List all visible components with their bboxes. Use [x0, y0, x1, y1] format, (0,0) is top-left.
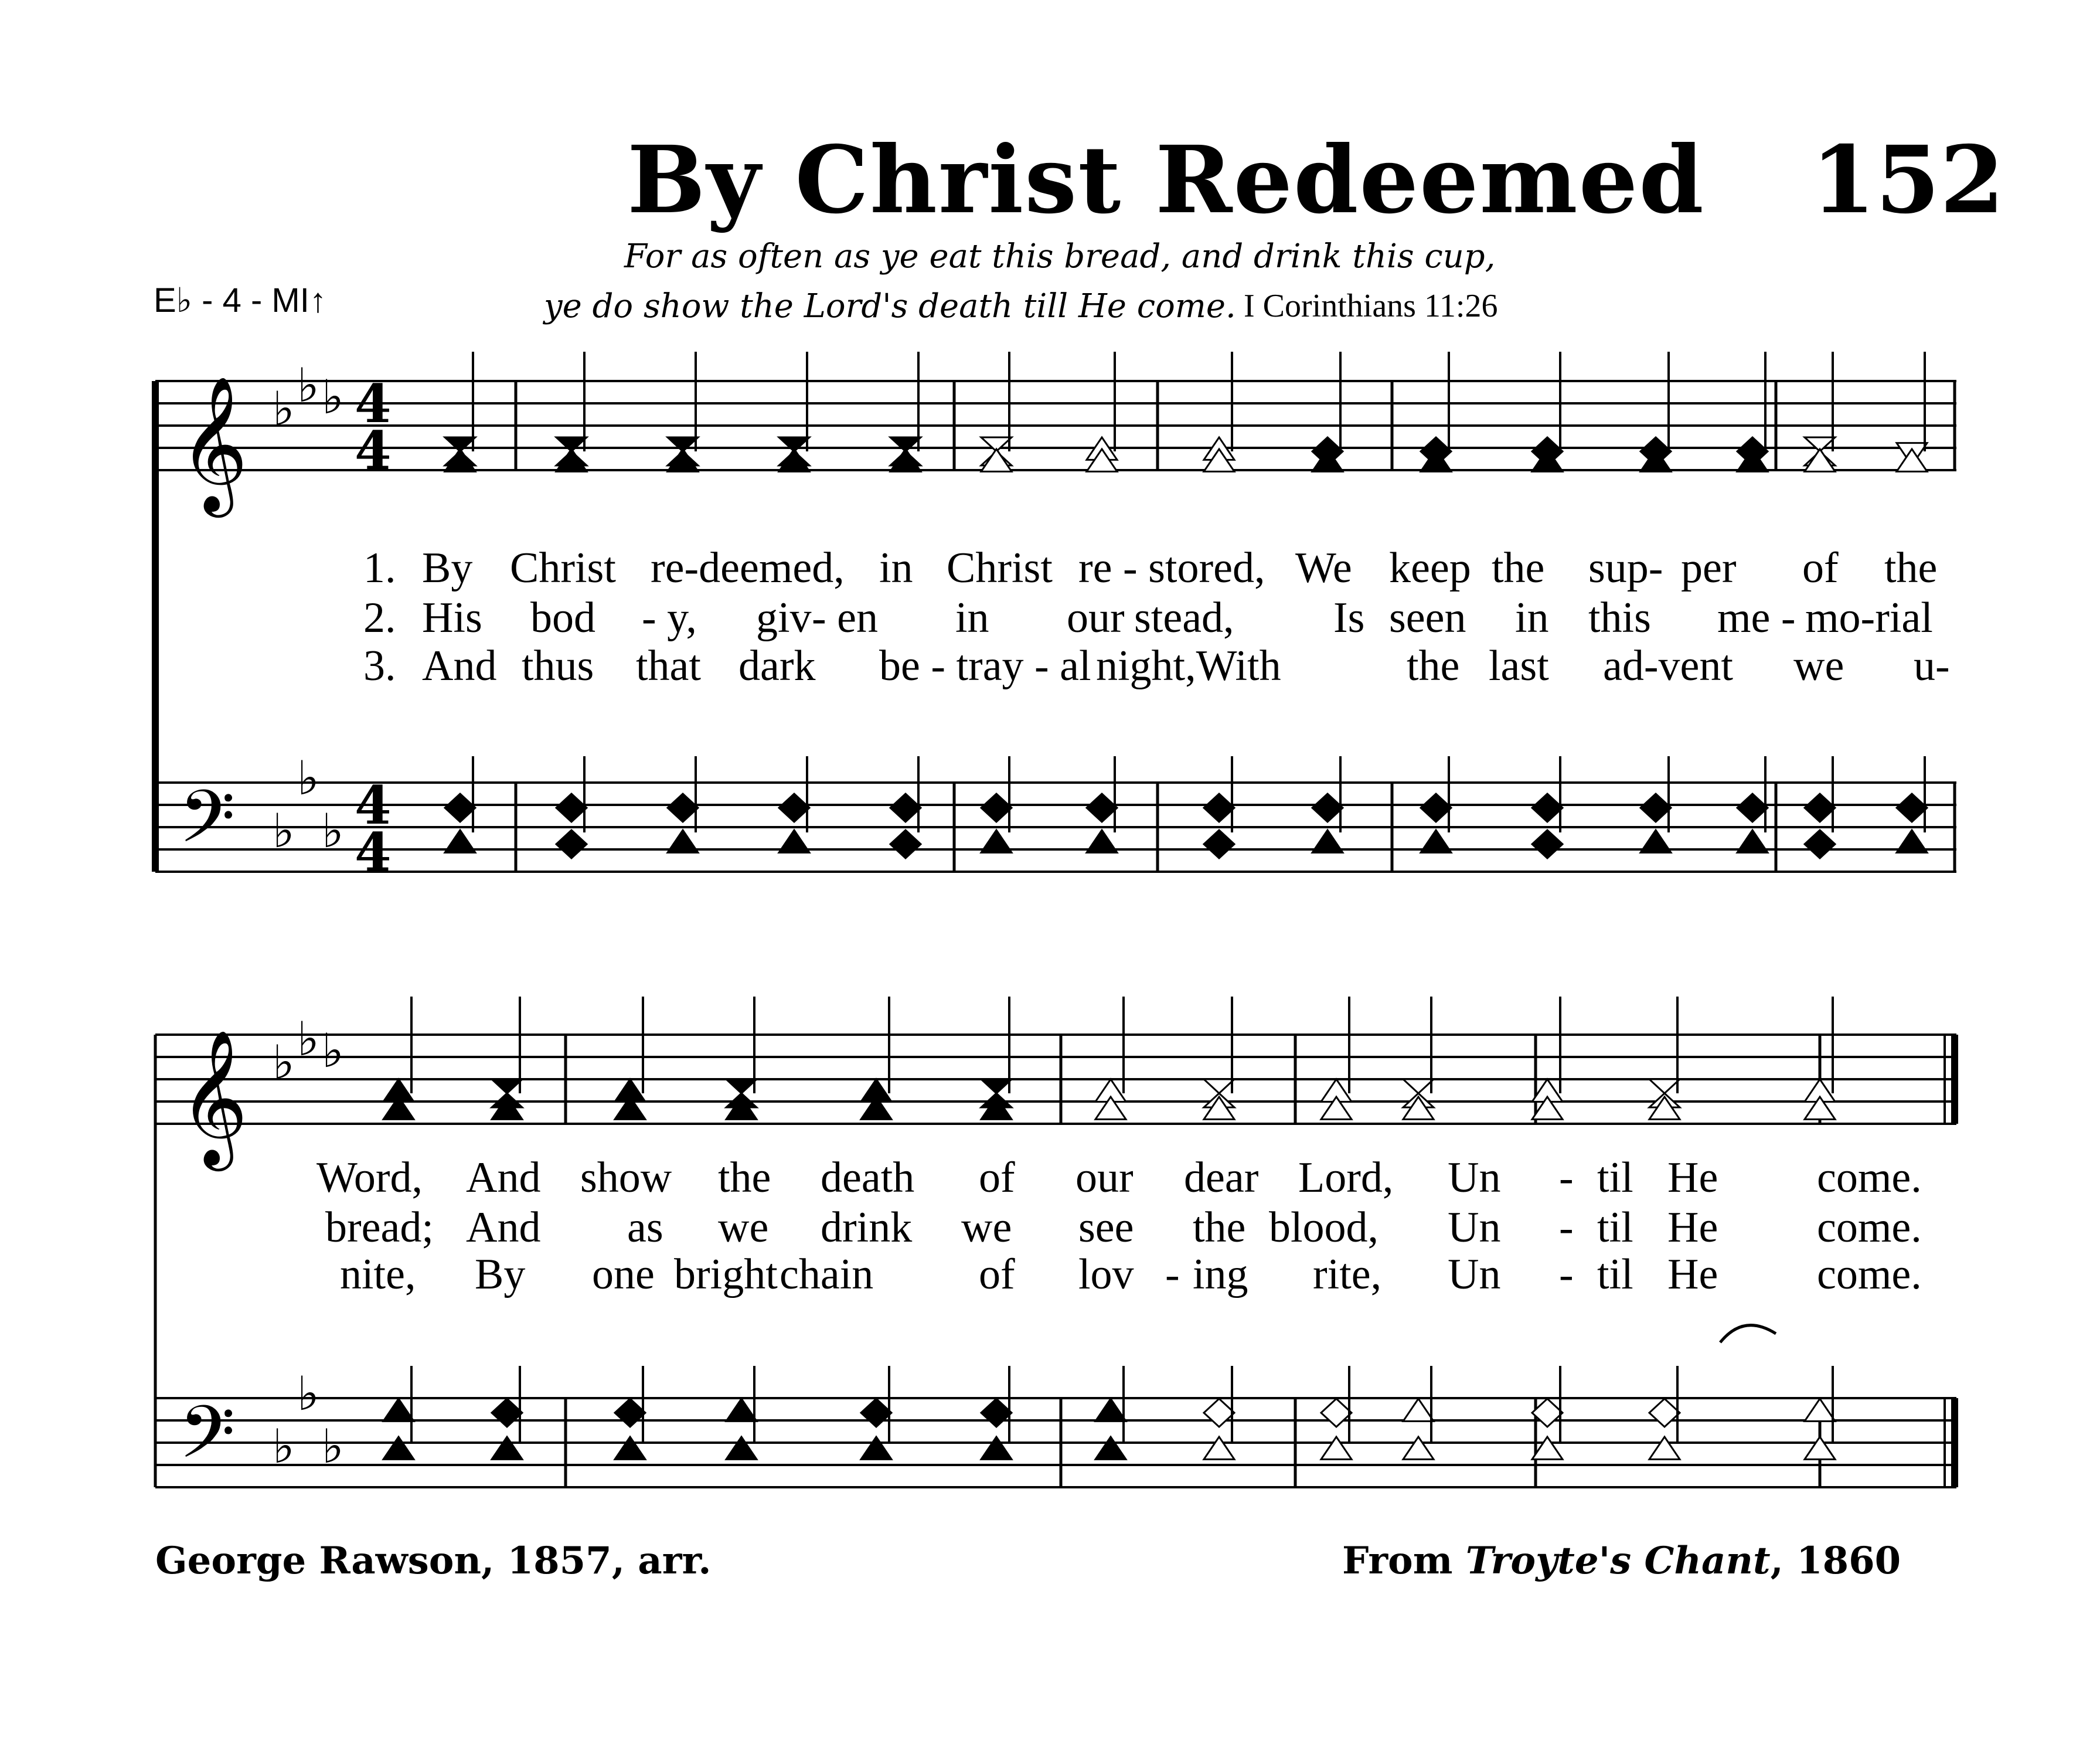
system1-treble-flat-icon: ♭	[297, 358, 319, 413]
system1-verse2-word: 2.	[363, 594, 396, 642]
system2-verse1-word: death	[821, 1154, 915, 1202]
system1-bass-flat-icon: ♭	[273, 804, 295, 858]
bass-note-head	[556, 794, 587, 822]
system1-verse1-word: keep	[1389, 544, 1471, 592]
system2-verse2-word: we	[961, 1204, 1012, 1252]
system2-verse1-word: He	[1667, 1154, 1718, 1202]
system1-verse2-word: our	[1067, 594, 1125, 642]
system1-verse3-word: thus	[522, 642, 594, 690]
bass-note-head	[1312, 794, 1343, 822]
bass-note-head	[492, 1399, 522, 1427]
system1-verse3-word: 3.	[363, 642, 396, 690]
tenor-note-head	[1532, 830, 1563, 858]
system2-verse1-word: -	[1559, 1154, 1574, 1202]
system2-verse2-word: come.	[1817, 1204, 1922, 1252]
system2-verse1-word: of	[979, 1154, 1015, 1202]
system2-verse2-word: see	[1078, 1204, 1134, 1252]
bass-note-head	[1087, 794, 1117, 822]
system1-verse2-word: giv	[756, 594, 812, 642]
system1-verse1-word: re-deemed,	[651, 544, 845, 592]
system2-verse2-word: blood,	[1269, 1204, 1379, 1252]
system2-verse3-word: come.	[1817, 1250, 1922, 1298]
system2-verse3-word: one	[592, 1250, 655, 1298]
time-signature-bottom-bass: 4	[355, 821, 392, 883]
system2-bass-flat-icon: ♭	[322, 1419, 344, 1474]
system1-bass-clef-icon: 𝄢	[179, 775, 236, 877]
system1-verse3-word: ad-vent	[1603, 642, 1733, 690]
bass-note-head	[1640, 794, 1671, 822]
source-title: Troyte's Chant	[1465, 1539, 1771, 1583]
system1-verse2-word: - en	[812, 594, 878, 642]
system1-verse1-word: By	[422, 544, 473, 592]
system1-verse2-word: His	[422, 594, 482, 642]
system2-verse1-word: Un	[1448, 1154, 1501, 1202]
tenor-note-head	[1312, 830, 1343, 852]
system1-verse1-word: in	[879, 544, 913, 592]
system2-verse3-word: ing	[1193, 1250, 1248, 1298]
system2-verse2-word: drink	[821, 1204, 913, 1252]
system2-verse3-word: He	[1667, 1250, 1718, 1298]
system2-verse3-word: bright	[674, 1250, 778, 1298]
system1-verse3-word: last	[1489, 642, 1549, 690]
system2-verse2-word: He	[1667, 1204, 1718, 1252]
system1-verse3-word: u-	[1914, 642, 1950, 690]
tenor-note-head	[668, 830, 698, 852]
system2-verse1-word: the	[718, 1154, 771, 1202]
bass-note-head	[981, 794, 1012, 822]
system1-treble-flat-icon: ♭	[322, 370, 344, 424]
system1-verse1-word: re - stored,	[1078, 544, 1265, 592]
system2-verse3-word: of	[979, 1250, 1015, 1298]
system1-treble-flat-icon: ♭	[273, 382, 295, 436]
system2-verse2-word: -	[1559, 1204, 1574, 1252]
tenor-note-head	[1421, 830, 1451, 852]
tenor-note-head	[383, 1437, 414, 1459]
scripture-reference: I Corinthians 11:26	[1244, 288, 1498, 324]
tune-source	[1342, 1539, 1901, 1583]
system1-bass-flat-icon: ♭	[297, 751, 319, 805]
tenor-note-head	[1805, 1437, 1835, 1459]
system1-treble-clef-icon: 𝄞	[179, 375, 249, 512]
tenor-note-head	[492, 1437, 522, 1459]
bass-note-head	[1321, 1399, 1352, 1427]
system1-verse1-word: of	[1802, 544, 1839, 592]
tenor-note-head	[1897, 830, 1927, 852]
bass-note-head	[1649, 1399, 1680, 1427]
system2-verse1-word: Word,	[316, 1154, 423, 1202]
tenor-note-head	[981, 1437, 1012, 1459]
system2-verse3-word: By	[475, 1250, 526, 1298]
system2-verse2-word: And	[466, 1204, 541, 1252]
system2-verse1-word: Lord,	[1298, 1154, 1394, 1202]
bass-note-head	[615, 1399, 645, 1427]
system1-verse2-word: - y,	[642, 594, 697, 642]
system1-verse1-word: the	[1492, 544, 1545, 592]
tenor-note-head	[1737, 830, 1768, 852]
tenor-note-head	[1204, 830, 1234, 858]
hymn-title: By Christ Redeemed	[627, 126, 1705, 234]
system1-verse1-word: per	[1681, 544, 1737, 592]
system2-bass-clef-icon: 𝄢	[179, 1391, 236, 1493]
system2-verse3-word: lov	[1078, 1250, 1134, 1298]
alto-note-head	[1897, 449, 1927, 471]
bass-note-head	[1805, 794, 1835, 822]
tenor-note-head	[861, 1437, 891, 1459]
system2-treble-clef-icon: 𝄞	[179, 1029, 249, 1165]
bass-note-head	[861, 1399, 891, 1427]
system2-verse3-word: -	[1165, 1250, 1180, 1298]
time-signature-top-treble: 4	[355, 373, 392, 435]
system1-verse3-word: be - tray - al	[879, 642, 1091, 690]
bass-note-head	[1737, 794, 1768, 822]
tenor-note-head	[1204, 1437, 1234, 1459]
system2-verse2-word: til	[1597, 1204, 1633, 1252]
tenor-note-head	[1640, 830, 1671, 852]
tenor-note-head	[1087, 830, 1117, 852]
system2-verse1-word: our	[1075, 1154, 1134, 1202]
tie-mark	[1720, 1325, 1776, 1342]
system2-verse3-word: chain	[780, 1250, 874, 1298]
system2-verse3-word: nite,	[340, 1250, 416, 1298]
system1-verse2-word: seen	[1389, 594, 1466, 642]
bass-note-head	[1403, 1399, 1434, 1421]
key-info: E♭ - 4 - MI↑	[154, 281, 326, 319]
scripture-line-1: For as often as ye eat this bread, and drink this cup,	[624, 237, 1496, 276]
system1-verse1-word: sup-	[1588, 544, 1663, 592]
bass-note-head	[726, 1399, 757, 1421]
tenor-note-head	[1095, 1437, 1126, 1459]
tenor-note-head	[1649, 1437, 1680, 1459]
system2-verse3-word: Un	[1448, 1250, 1501, 1298]
tenor-note-head	[615, 1437, 645, 1459]
bass-note-head	[1421, 794, 1451, 822]
bass-note-head	[1897, 794, 1927, 822]
bass-note-head	[1204, 1399, 1234, 1427]
tenor-note-head	[981, 830, 1012, 852]
system1-verse2-word: bod	[530, 594, 595, 642]
system1-verse2-word: stead,	[1134, 594, 1234, 642]
bass-note-head	[445, 794, 475, 822]
system2-verse1-word: dear	[1184, 1154, 1259, 1202]
system2-bass-flat-icon: ♭	[297, 1366, 319, 1421]
system2-verse2-word: the	[1193, 1204, 1246, 1252]
system1-verse2-word: mo-rial	[1805, 594, 1933, 642]
bass-note-head	[1532, 794, 1563, 822]
tenor-note-head	[1321, 1437, 1352, 1459]
system2-verse3-word: -	[1559, 1250, 1574, 1298]
system1-verse2-word: in	[1515, 594, 1549, 642]
system1-verse3-word: that	[636, 642, 701, 690]
time-signature-bottom-treble: 4	[355, 420, 392, 482]
system1-verse2-word: Is	[1333, 594, 1365, 642]
system1-verse2-word: in	[955, 594, 989, 642]
system2-verse2-word: we	[718, 1204, 769, 1252]
tenor-note-head	[556, 830, 587, 858]
system2-verse1-word: And	[466, 1154, 541, 1202]
system1-verse3-word: the	[1407, 642, 1460, 690]
system1-verse3-word: we	[1793, 642, 1844, 690]
bass-note-head	[1095, 1399, 1126, 1421]
system1-verse1-word: Christ	[510, 544, 616, 592]
hymn-number: 152	[1811, 126, 2004, 234]
scripture-line-2: ye do show the Lord's death till He come.	[544, 287, 1236, 325]
system1-verse2-word: this	[1588, 594, 1651, 642]
bass-note-head	[779, 794, 809, 822]
bass-note-head	[1204, 794, 1234, 822]
tenor-note-head	[1403, 1437, 1434, 1459]
system2-bass-flat-icon: ♭	[273, 1419, 295, 1474]
system1-verse1-word: We	[1295, 544, 1352, 592]
system1-verse1-word: Christ	[947, 544, 1053, 592]
system2-verse2-word: as	[627, 1204, 663, 1252]
source-prefix: From	[1342, 1539, 1466, 1583]
system1-verse1-word: 1.	[363, 544, 396, 592]
system2-treble-flat-icon: ♭	[273, 1035, 295, 1090]
system2-verse3-word: rite,	[1313, 1250, 1382, 1298]
tenor-note-head	[1805, 830, 1835, 858]
system2-verse1-word: come.	[1817, 1154, 1922, 1202]
bass-note-head	[1805, 1399, 1835, 1421]
time-signature-top-bass: 4	[355, 774, 392, 837]
tenor-note-head	[890, 830, 921, 858]
system2-verse2-word: bread;	[325, 1204, 434, 1252]
source-year: , 1860	[1770, 1539, 1901, 1583]
system1-verse3-word: dark	[738, 642, 816, 690]
author-credit: George Rawson, 1857, arr.	[155, 1539, 712, 1583]
system1-verse1-word: the	[1884, 544, 1938, 592]
tenor-note-head	[726, 1437, 757, 1459]
system2-treble-flat-icon: ♭	[297, 1012, 319, 1066]
bass-note-head	[383, 1399, 414, 1421]
system2-verse2-word: Un	[1448, 1204, 1501, 1252]
bass-note-head	[668, 794, 698, 822]
system1-verse3-word: And	[422, 642, 497, 690]
system1-verse3-word: night,With	[1096, 642, 1281, 690]
system2-verse3-word: til	[1597, 1250, 1633, 1298]
system1-bass-flat-icon: ♭	[322, 804, 344, 858]
system1-verse2-word: me -	[1717, 594, 1796, 642]
system2-verse1-word: show	[580, 1154, 672, 1202]
bass-note-head	[890, 794, 921, 822]
bass-note-head	[981, 1399, 1012, 1427]
system2-treble-flat-icon: ♭	[322, 1024, 344, 1078]
tenor-note-head	[445, 830, 475, 852]
system2-verse1-word: til	[1597, 1154, 1633, 1202]
tenor-note-head	[779, 830, 809, 852]
